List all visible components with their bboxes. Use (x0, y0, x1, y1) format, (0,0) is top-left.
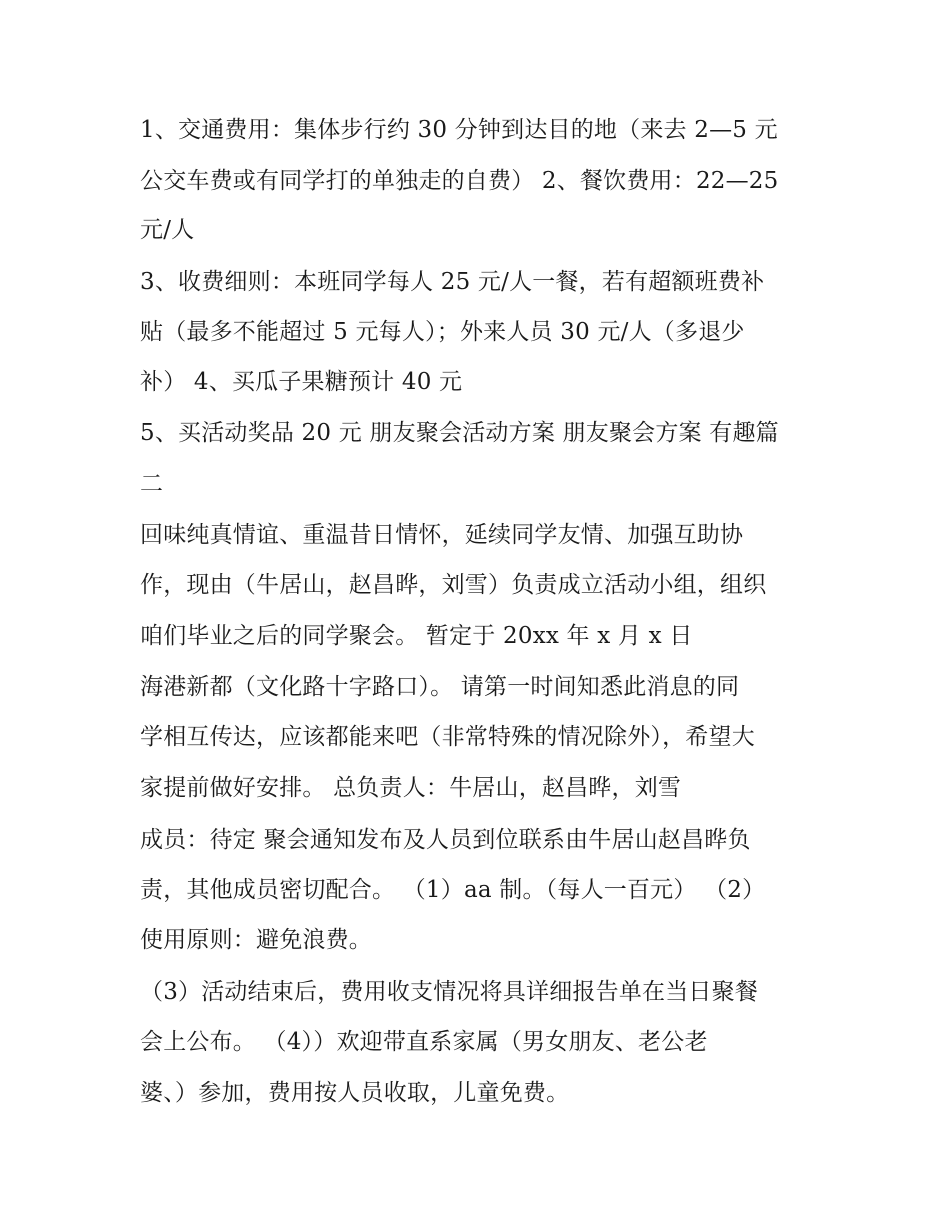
text-line: 学相互传达，应该都能来吧（非常特殊的情况除外），希望大 (140, 724, 755, 750)
text-line: 使用原则：避免浪费。 (140, 927, 372, 953)
text-line: 5、买活动奖品 20 元 朋友聚会活动方案 朋友聚会方案 有趣篇 (140, 420, 779, 446)
text-line: 补） 4、买瓜子果糖预计 40 元 (140, 369, 463, 395)
text-line: 家提前做好安排。 总负责人：牛居山，赵昌晔，刘雪 (140, 775, 682, 801)
text-line: 1、交通费用：集体步行约 30 分钟到达目的地（来去 2—5 元 (140, 117, 778, 143)
text-line: 责，其他成员密切配合。 （1）aa 制。（每人一百元） （2） (140, 877, 766, 903)
text-line: 成员：待定 聚会通知发布及人员到位联系由牛居山赵昌晔负 (140, 827, 751, 853)
text-line: 公交车费或有同学打的单独走的自费） 2、餐饮费用：22—25 (140, 168, 779, 194)
text-line: 贴（最多不能超过 5 元每人）；外来人员 30 元/人（多退少 (140, 319, 745, 345)
text-line: 二 (140, 471, 164, 497)
text-line: （3）活动结束后，费用收支情况将具详细报告单在当日聚餐 (140, 979, 759, 1005)
text-line: 咱们毕业之后的同学聚会。 暂定于 20xx 年 x 月 x 日 (140, 623, 693, 649)
text-line: 元/人 (140, 217, 195, 243)
text-line: 3、收费细则：本班同学每人 25 元/人一餐，若有超额班费补 (140, 269, 765, 295)
text-line: 会上公布。 （4））欢迎带直系家属（男女朋友、老公老 (140, 1029, 708, 1055)
text-line: 回味纯真情谊、重温昔日情怀，延续同学友情、加强互助协 (140, 522, 744, 548)
text-line: 海港新都（文化路十字路口）。 请第一时间知悉此消息的同 (140, 674, 740, 700)
text-line: 作，现由（牛居山，赵昌晔，刘雪）负责成立活动小组，组织 (140, 572, 767, 598)
text-line: 婆、）参加，费用按人员收取，儿童免费。 (140, 1080, 570, 1106)
